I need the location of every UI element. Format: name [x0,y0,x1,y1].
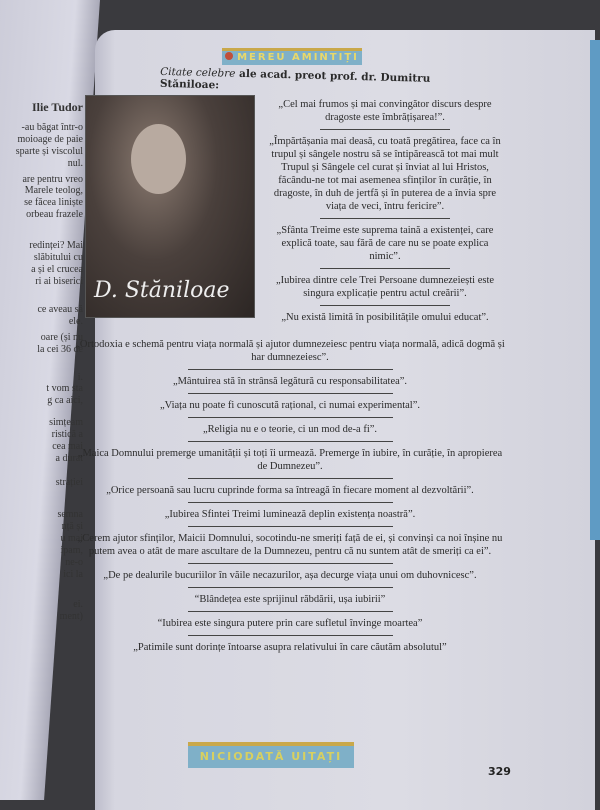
separator-line [320,305,450,306]
separator-line [188,563,393,564]
left-page-line: orbeau frazele [26,209,83,220]
page-number: 329 [488,765,511,778]
signature: D. Stăniloae [94,278,230,303]
quotes-top-column [266,98,504,324]
left-page-line: ce aveau să [37,304,83,315]
left-page-line: se făcea liniște [24,197,83,208]
separator-line [320,129,450,130]
left-page-line: la cei 36 de [37,344,83,355]
quote: “Blândețea este sprijinul răbdării, ușa iubirii” [194,594,386,605]
left-page-line: slăbitului cu [33,252,83,263]
left-page-line: simțeam [49,417,83,428]
left-page-line: ristică a [51,429,83,440]
quote: „Mântuirea stă în strânsă legătură cu responsabilitatea”. [172,376,408,387]
separator-line [188,393,393,394]
left-page-text [0,0,83,800]
separator-line [188,526,393,527]
quote: „Maica Domnului premerge umanității și toți îi urmează. Premerge în iubire, în curăție, în apropierea de Dumnezeu”. [77,448,503,472]
quote: „Ortodoxia e schemă pentru viața normală și ajutor dumnezeiesc pentru viața normală, adică dogmă și har dumnezeiesc”. [75,339,505,363]
header-banner-text: MEREU AMINTIȚI [237,52,359,63]
quotes-bottom-column [75,338,505,654]
separator-line [188,369,393,370]
left-page-line: redinței? Mai [29,240,83,251]
left-page-line: a și el crucea [31,264,83,275]
emblem-icon [225,52,233,60]
quote: „Cel mai frumos și mai convingător discurs despre dragoste este îmbrățișarea!”. [278,99,492,123]
left-page-line: Marele teolog, [24,185,83,196]
left-page-line: u mai [60,533,83,544]
left-page-author: Ilie Tudor [31,100,83,114]
left-page-line: ment) [59,611,83,622]
left-page-line: -au băgat într-o [21,122,83,133]
separator-line [188,611,393,612]
quote: „Iubirea Sfintei Treimi luminează deplin existența noastră”. [164,509,416,520]
separator-line [188,587,393,588]
separator-line [320,268,450,269]
left-page-line: nul. [67,158,83,169]
quote: „Sfânta Treime este suprema taină a existenței, care explică toate, sau fără de care nu se poate explica nimic”. [276,225,494,262]
quote: „Viața nu poate fi cunoscută rațional, ci numai experimental”. [159,400,420,411]
left-page-line: g ca aici, [47,395,83,406]
left-page-line: oare (și nu [40,332,83,343]
title-italic: Citate celebre [160,65,236,80]
quote: „Nu există limită în posibilitățile omului educat”. [281,312,489,323]
quote: “Iubirea este singura putere prin care sufletul învinge moartea” [157,618,423,629]
left-page-line: ipam, [60,545,83,556]
left-page-line: a durat [55,453,83,464]
quote: „Împărtășania mai deasă, cu toată pregătirea, face ca în trupul și sângele nostru să se întipărească tot mai mult Trupul și Sângele cel curat și înviat al lui Hristos, făcându-ne tot mai asemenea sfinților în curăție, în dragoste, în duh de jertfă și în puterea de a învia spre viața de veci, întru fericire”. [269,136,501,212]
quote: „De pe dealurile bucuriilor în văile necazurilor, așa decurge viața unui om duhovnicesc”. [103,570,477,581]
footer-banner: NICIODATĂ UITAȚI [188,742,354,768]
separator-line [320,218,450,219]
quote: „Patimile sunt dorințe întoarse asupra relativului în care căutăm absolutul” [133,642,447,653]
left-page-line: ri ai biserici [35,276,83,287]
separator-line [188,417,393,418]
left-page-line: ele. [68,316,83,327]
left-page-line: nță și [61,521,83,532]
separator-line [188,441,393,442]
left-page-line: sparte și viscolul [15,146,83,157]
quote: „Orice persoană sau lucru cuprinde forma sa întreagă în fiecare moment al dezvoltării”. [106,485,474,496]
left-page-line: strației [55,477,83,488]
left-page-line: ne-o [65,557,83,568]
left-page-line: i. [77,372,83,383]
left-page-line: t vom sta [46,383,83,394]
header-banner [222,48,362,65]
left-page-line: are pentru vreo [22,174,83,185]
portrait-photo [85,95,255,318]
book-cover-edge [590,40,600,540]
separator-line [188,502,393,503]
quote: „Religia nu e o teorie, ci un mod de-a fi”. [202,424,378,435]
left-page-line: ici la [63,569,83,580]
separator-line [188,478,393,479]
quote: „Cerem ajutor sfinților, Maicii Domnului, socotindu-ne smeriți față de ei, și convinși ca noi înșine nu putem avea o atât de mare ascultare de la Dumnezeu, pentru că nu suntem atât de smeriți ca ei”. [77,533,503,557]
left-page-line: ei. [73,599,83,610]
separator-line [188,635,393,636]
left-page-line: cea mai [52,441,83,452]
title-rest: ale acad. preot prof. dr. Dumitru Stăniloae: [159,67,431,92]
quote: „Iubirea dintre cele Trei Persoane dumnezeiești este singura explicație pentru actul creării”. [275,275,495,299]
left-page-line: moioage de paie [17,134,83,145]
portrait-face [131,124,186,194]
left-page-line: semna [57,509,83,520]
